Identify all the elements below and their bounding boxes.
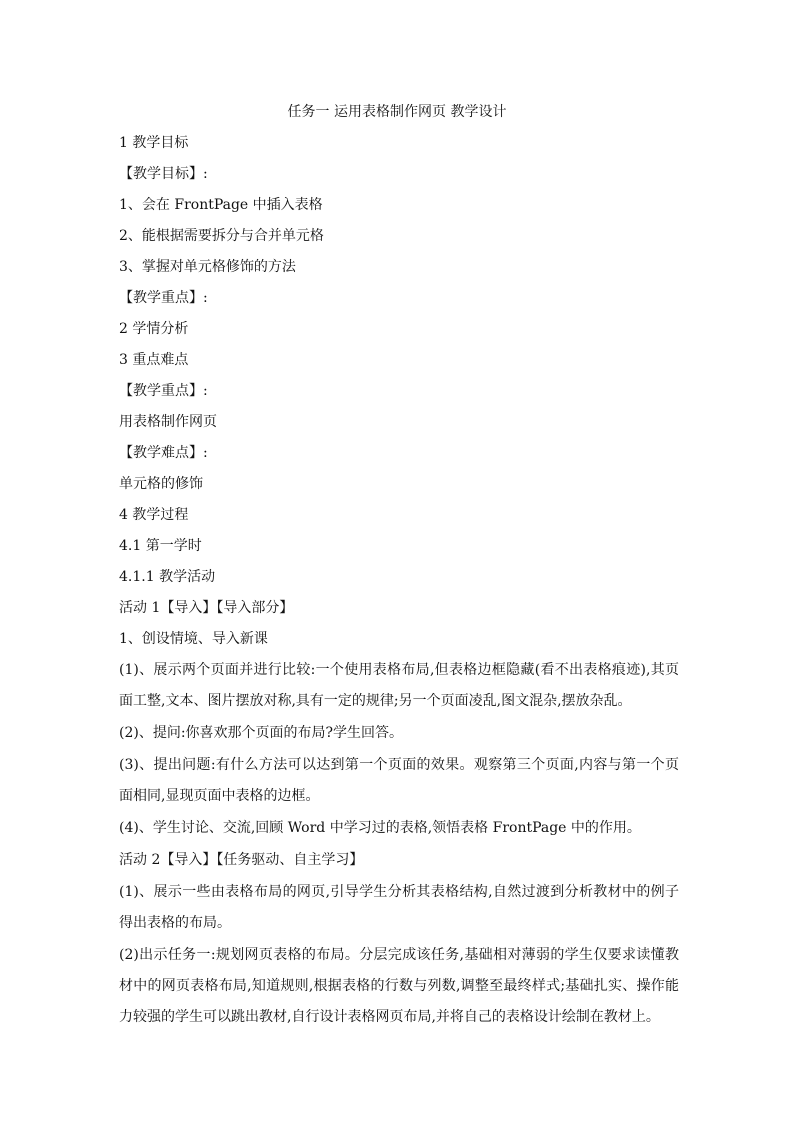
heading-teaching-goals: 1 教学目标 (119, 135, 189, 151)
paragraph-compare-pages: (1)、展示两个页面并进行比较:一个使用表格布局,但表格边框隐藏(看不出表格痕迹),其页面工整,文本、图片摆放对称,具有一定的规律;另一个页面凌乱,图文混杂,摆放杂乱。 (119, 662, 679, 709)
heading-key-difficulties: 3 重点难点 (119, 352, 189, 368)
heading-teaching-process: 4 教学过程 (119, 507, 189, 523)
heading-teaching-activities: 4.1.1 教学活动 (119, 569, 216, 585)
paragraph-discussion: (4)、学生讨论、交流,回顾 Word 中学习过的表格,领悟表格 FrontPage 中的作用。 (119, 820, 641, 836)
label-key-points: 【教学重点】: (119, 290, 208, 306)
label-key-points-2: 【教学重点】: (119, 383, 208, 399)
label-teaching-goals: 【教学目标】: (119, 166, 208, 182)
label-difficulties: 【教学难点】: (119, 445, 208, 461)
document-title: 任务一 运用表格制作网页 教学设计 (287, 104, 507, 120)
difficulty-text: 单元格的修饰 (119, 476, 203, 492)
activity-1-heading: 活动 1【导入】【导入部分】 (119, 600, 294, 616)
paragraph-task-one: (2)出示任务一:规划网页表格的布局。分层完成该任务,基础相对薄弱的学生仅要求读懂教材中的网页表格布局,知道规则,根据表格的行数与列数,调整至最终样式;基础扎实、操作能力较强的学生可以跳出教材,自行设计表格网页布局,并将自己的表格设计绘制在教材上。 (119, 947, 679, 1025)
goal-item-2: 2、能根据需要拆分与合并单元格 (119, 228, 324, 244)
activity-2-heading: 活动 2【导入】【任务驱动、自主学习】 (119, 852, 364, 868)
paragraph-question: (2)、提问:你喜欢那个页面的布局?学生回答。 (119, 725, 404, 741)
paragraph-raise-problem: (3)、提出问题:有什么方法可以达到第一个页面的效果。观察第三个页面,内容与第一个页面相同,显现页面中表格的边框。 (119, 757, 679, 804)
key-point-text: 用表格制作网页 (119, 414, 217, 430)
goal-item-3: 3、掌握对单元格修饰的方法 (119, 259, 296, 275)
goal-item-1: 1、会在 FrontPage 中插入表格 (119, 197, 323, 213)
heading-student-analysis: 2 学情分析 (119, 321, 189, 337)
paragraph-show-pages: (1)、展示一些由表格布局的网页,引导学生分析其表格结构,自然过渡到分析教材中的例子得出表格的布局。 (119, 884, 679, 931)
heading-first-lesson: 4.1 第一学时 (119, 538, 202, 554)
document-body (119, 133, 679, 1039)
activity-1-step-1: 1、创设情境、导入新课 (119, 631, 268, 647)
